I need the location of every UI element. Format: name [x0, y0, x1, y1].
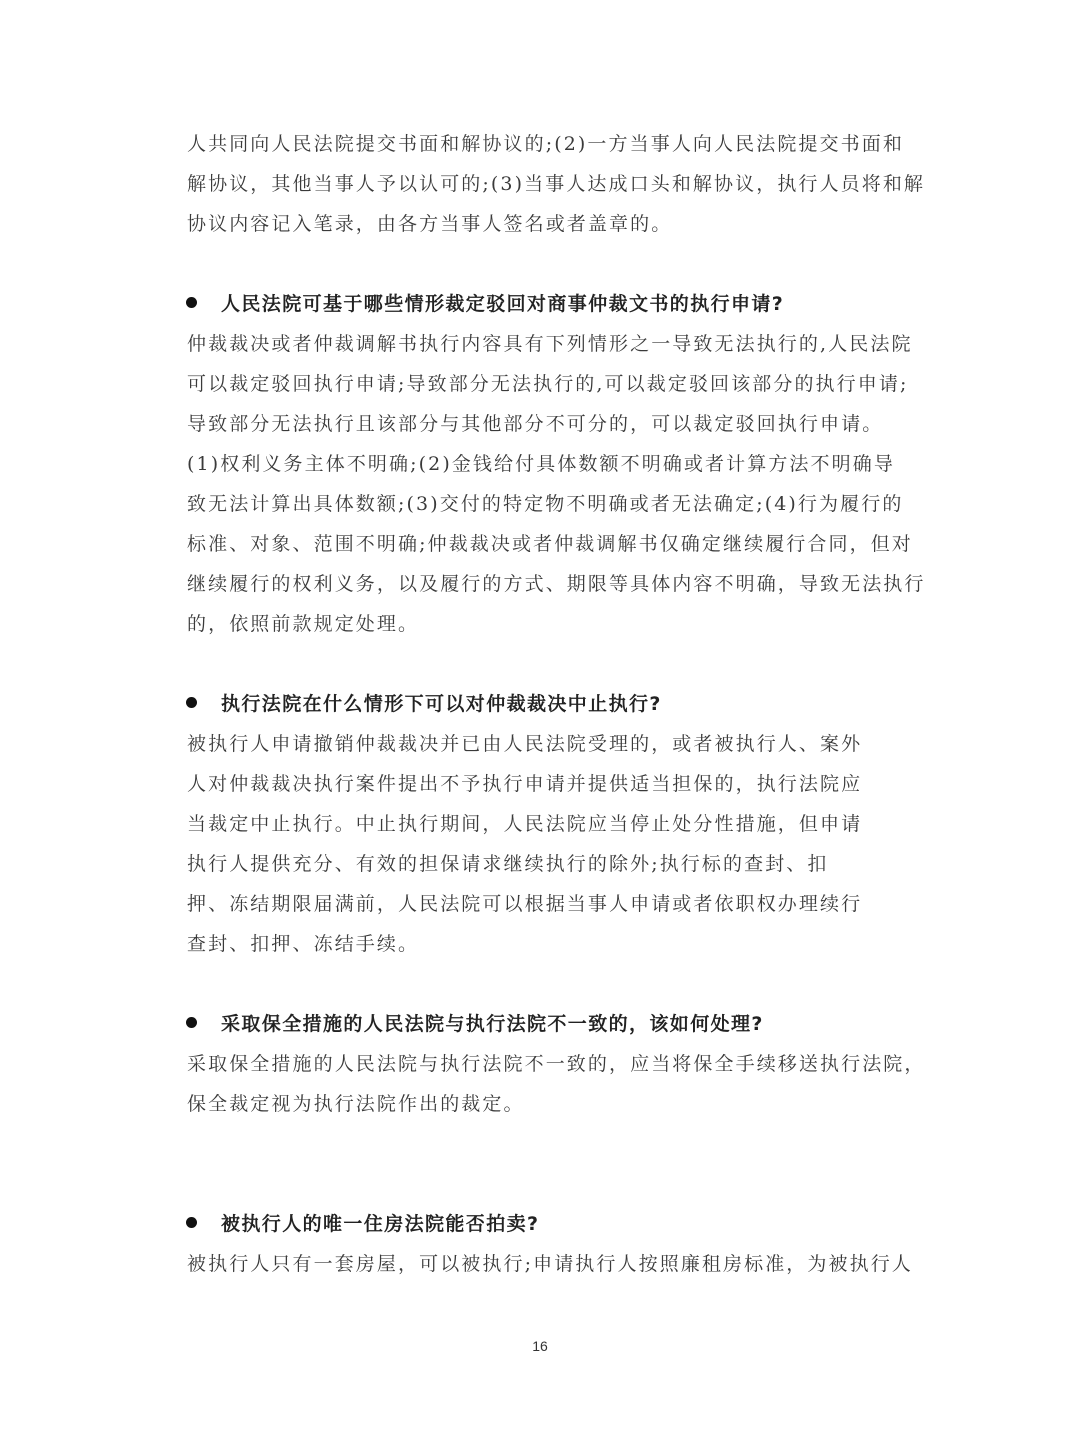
section-heading-text: 采取保全措施的人民法院与执行法院不一致的，该如何处理? — [221, 1013, 764, 1035]
section-heading — [186, 1212, 539, 1236]
bullet-icon — [186, 297, 197, 308]
paragraph-line: 采取保全措施的人民法院与执行法院不一致的，应当将保全手续移送执行法院， — [187, 1053, 926, 1075]
paragraph-line: 被执行人只有一套房屋，可以被执行;申请执行人按照廉租房标准，为被执行人 — [187, 1253, 913, 1275]
section-heading-text: 执行法院在什么情形下可以对仲裁裁决中止执行? — [221, 693, 662, 715]
paragraph-line: 协议内容记入笔录，由各方当事人签名或者盖章的。 — [187, 213, 673, 235]
section-heading-text: 被执行人的唯一住房法院能否拍卖? — [221, 1213, 540, 1235]
paragraph-line: 致无法计算出具体数额;(3)交付的特定物不明确或者无法确定;(4)行为履行的 — [187, 493, 904, 515]
paragraph-line: 仲裁裁决或者仲裁调解书执行内容具有下列情形之一导致无法执行的,人民法院 — [187, 333, 913, 355]
paragraph-line: 导致部分无法执行且该部分与其他部分不可分的，可以裁定驳回执行申请。 — [187, 413, 884, 435]
paragraph-line: (1)权利义务主体不明确;(2)金钱给付具体数额不明确或者计算方法不明确导 — [187, 453, 895, 475]
paragraph-line: 执行人提供充分、有效的担保请求继续执行的除外;执行标的查封、扣 — [187, 853, 829, 875]
paragraph-line: 保全裁定视为执行法院作出的裁定。 — [187, 1093, 525, 1115]
paragraph-line: 人共同向人民法院提交书面和解协议的;(2)一方当事人向人民法院提交书面和 — [187, 133, 904, 155]
page-number: 16 — [532, 1338, 548, 1354]
paragraph-line: 继续履行的权利义务，以及履行的方式、期限等具体内容不明确，导致无法执行 — [187, 573, 926, 595]
section-heading — [186, 692, 662, 716]
paragraph-line: 当裁定中止执行。中止执行期间，人民法院应当停止处分性措施，但申请 — [187, 813, 863, 835]
paragraph-line: 的，依照前款规定处理。 — [187, 613, 420, 635]
paragraph-line: 可以裁定驳回执行申请;导致部分无法执行的,可以裁定驳回该部分的执行申请; — [187, 373, 909, 395]
paragraph-line: 标准、对象、范围不明确;仲裁裁决或者仲裁调解书仅确定继续履行合同，但对 — [187, 533, 913, 555]
paragraph-line: 被执行人申请撤销仲裁裁决并已由人民法院受理的，或者被执行人、案外 — [187, 733, 863, 755]
section-heading-text: 人民法院可基于哪些情形裁定驳回对商事仲裁文书的执行申请? — [221, 293, 785, 315]
bullet-icon — [186, 697, 197, 708]
paragraph-line: 押、冻结期限届满前，人民法院可以根据当事人申请或者依职权办理续行 — [187, 893, 863, 915]
paragraph-line: 人对仲裁裁决执行案件提出不予执行申请并提供适当担保的，执行法院应 — [187, 773, 863, 795]
section-heading — [186, 1012, 764, 1036]
section-heading — [186, 292, 784, 316]
paragraph-line: 解协议，其他当事人予以认可的;(3)当事人达成口头和解协议，执行人员将和解 — [187, 173, 926, 195]
bullet-icon — [186, 1017, 197, 1028]
paragraph-line: 查封、扣押、冻结手续。 — [187, 933, 420, 955]
bullet-icon — [186, 1217, 197, 1228]
